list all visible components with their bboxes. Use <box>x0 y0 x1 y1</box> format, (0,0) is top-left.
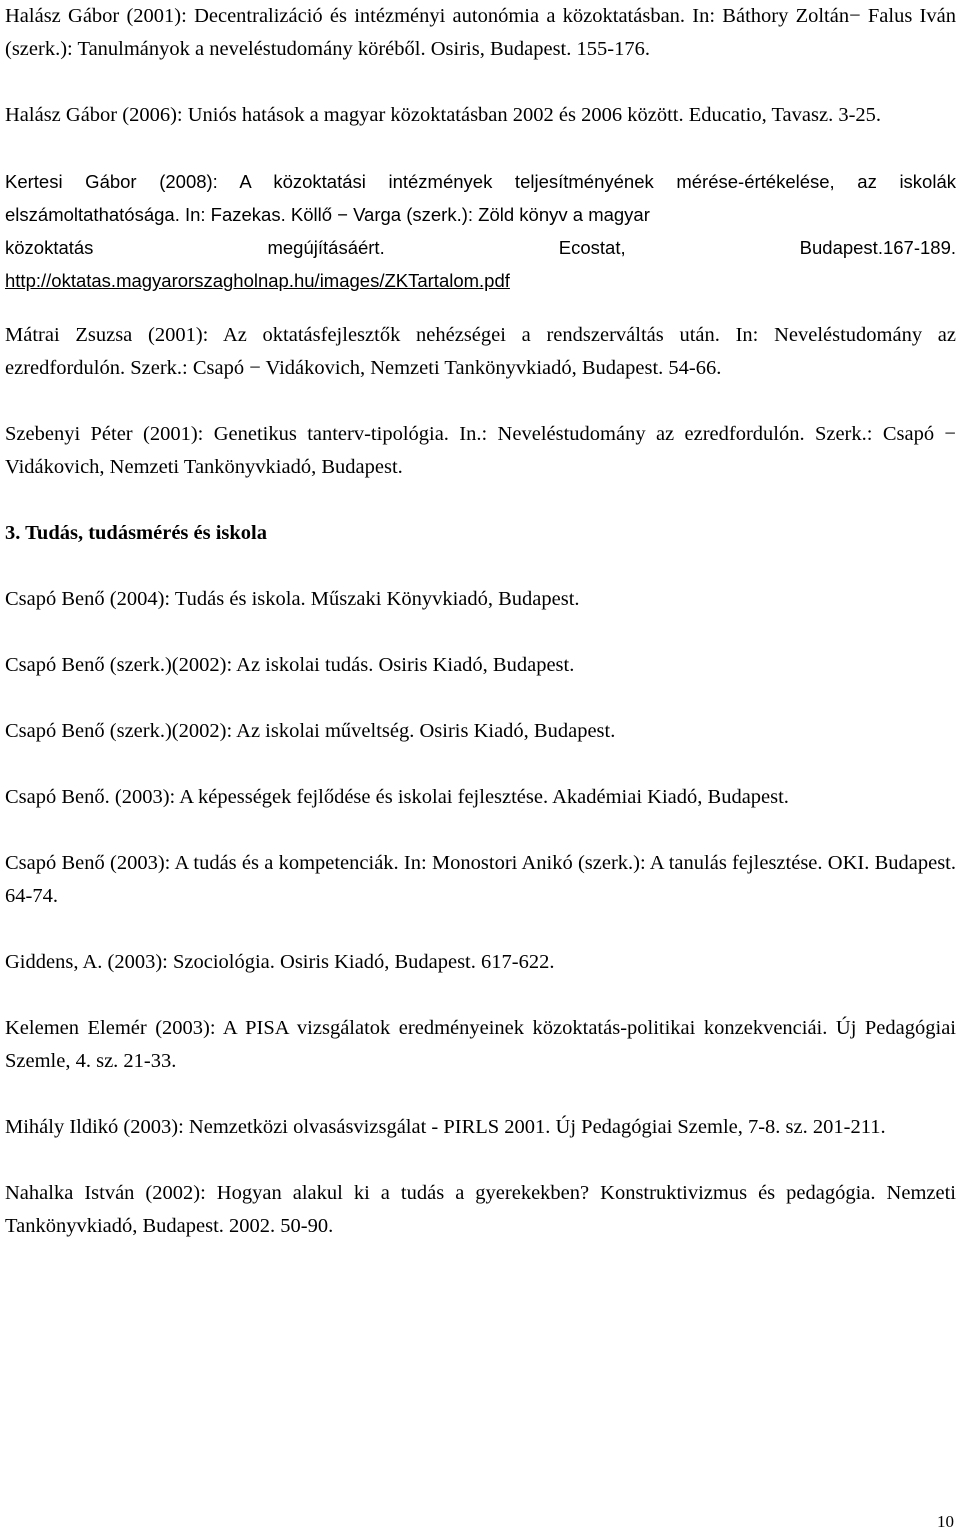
reference-csapo-2003-kepessegek: Csapó Benő. (2003): A képességek fejlődése és iskolai fejlesztése. Akadémiai Kiadó, Budapest. <box>5 786 789 808</box>
reference-kertesi-2008 <box>5 165 956 297</box>
reference-halasz-2001: Halász Gábor (2001): Decentralizáció és intézményi autonómia a közoktatásban. In: Báthory Zoltán− Falus Iván (szerk.): Tanulmányok a neveléstudomány köréből. Osiris, Budapest. 155-176. <box>5 5 956 60</box>
reference-list <box>5 0 956 1276</box>
reference-kertesi-text: Kertesi Gábor (2008): A közoktatási intézmények teljesítményének mérése-értékelése, az iskolák elszámoltathatósága. In: Fazekas. Köllő − Varga (szerk.): Zöld könyv a magyar <box>5 171 956 225</box>
reference-giddens-2003: Giddens, A. (2003): Szociológia. Osiris Kiadó, Budapest. 617-622. <box>5 951 555 973</box>
reference-csapo-2002-tudas: Csapó Benő (szerk.)(2002): Az iskolai tudás. Osiris Kiadó, Budapest. <box>5 654 575 676</box>
reference-kelemen-2003: Kelemen Elemér (2003): A PISA vizsgálatok eredményeinek közoktatás-politikai konzekvenciái. Új Pedagógiai Szemle, 4. sz. 21-33. <box>5 1017 956 1072</box>
reference-nahalka-2002: Nahalka István (2002): Hogyan alakul ki a tudás a gyerekekben? Konstruktivizmus és pedagógia. Nemzeti Tankönyvkiadó, Budapest. 2002. 50-90. <box>5 1182 956 1237</box>
reference-csapo-2002-muveltseg: Csapó Benő (szerk.)(2002): Az iskolai műveltség. Osiris Kiadó, Budapest. <box>5 720 616 742</box>
reference-matrai-2001: Mátrai Zsuzsa (2001): Az oktatásfejlesztők nehézségei a rendszerváltás után. In: Neveléstudomány az ezredfordulón. Szerk.: Csapó − Vidákovich, Nemzeti Tankönyvkiadó, Budapest. 54-66. <box>5 324 956 379</box>
reference-csapo-2004: Csapó Benő (2004): Tudás és iskola. Műszaki Könyvkiadó, Budapest. <box>5 588 580 610</box>
reference-kertesi-text-last: közoktatás megújításáért. Ecostat, Budapest.167-189. <box>5 237 956 258</box>
reference-csapo-2003-kompetenciak: Csapó Benő (2003): A tudás és a kompetenciák. In: Monostori Anikó (szerk.): A tanulás fejlesztése. OKI. Budapest. 64-74. <box>5 852 956 907</box>
reference-mihaly-2003: Mihály Ildikó (2003): Nemzetközi olvasásvizsgálat - PIRLS 2001. Új Pedagógiai Szemle, 7-8. sz. 201-211. <box>5 1116 886 1138</box>
reference-kertesi-link[interactable]: http://oktatas.magyarorszagholnap.hu/images/ZKTartalom.pdf <box>5 270 510 291</box>
section-heading: 3. Tudás, tudásmérés és iskola <box>5 522 268 544</box>
reference-halasz-2006: Halász Gábor (2006): Uniós hatások a magyar közoktatásban 2002 és 2006 között. Educatio, Tavasz. 3-25. <box>5 104 882 126</box>
reference-szebenyi-2001: Szebenyi Péter (2001): Genetikus tanterv-tipológia. In.: Neveléstudomány az ezredfordulón. Szerk.: Csapó − Vidákovich, Nemzeti Tankönyvkiadó, Budapest. <box>5 423 956 478</box>
page-number: 10 <box>937 1512 954 1531</box>
